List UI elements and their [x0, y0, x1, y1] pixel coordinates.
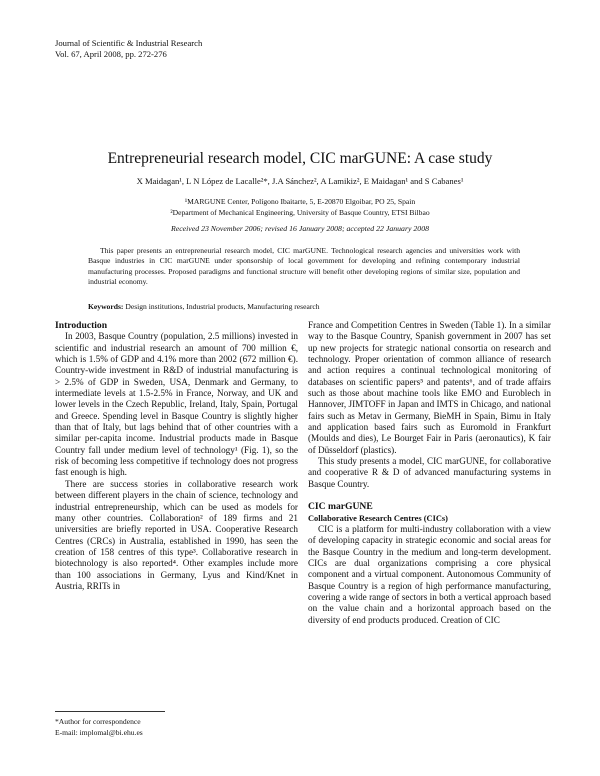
right-paragraph-1: France and Competition Centres in Sweden (Table 1). In a similar way to the Basque Country, Spanish government in 2007 has set up new projects for strategic national consortia on research and technology. Proper orientation of common alliance of research and action requires a continual technological monitoring of databases on scientific papers⁵ and patents⁶, and of trade affairs such as those about machine tools like EMO and Euroblech in Hannover, JIMTOFF in Japan and IMTS in Chicago, and national fairs such as Metav in Germany, BieMH in Spain, Bimu in Italy and application based fairs such as Euromold in Frankfurt (Moulds and dies), Le Bourget Fair in Paris (aeronautics), K fair of Düsseldorf (plastics). [308, 320, 551, 455]
introduction-heading: Introduction [55, 320, 108, 331]
affiliation-1: ¹MARGUNE Center, Polígono Ibaitarte, 5, E-20870 Elgoibar, PO 25, Spain [184, 197, 416, 206]
cic-margune-heading: CIC marGUNE [308, 501, 373, 513]
intro-paragraph-1: In 2003, Basque Country (population, 2.5 millions) invested in scientific and industrial research an amount of 700 million €, which is 1.5% of GDP and 4.1% more than 2002 (672 million €). Country-wide investment in R&D of industrial manufacturing is > 2.5% of GDP in Sweden, USA, Denmark and Germany, to intermediate levels at 1.5-2.5% in France, Norway, and UK and lower levels in the Czech Republic, Ireland, Italy, Spain, Portugal and Greece. Spending level in Basque Country is slightly higher than that of Italy, but lags behind that of other countries with a similar per-capita income. Industrial products made in Basque Country fall under medium level of technology¹ (Fig. 1), so the risk of becoming less competitive if technology does not progress fast enough is high. [55, 331, 298, 478]
footnote-email: E-mail: implomal@bi.ehu.es [55, 728, 143, 737]
footnotes [55, 716, 143, 738]
right-paragraph-3: CIC is a platform for multi-industry collaboration with a view of developing capacity in strategic economic and social areas for the Basque Country in the medium and long-term development. CICs are dual organizations comprising a core physical component and a virtual component. Autonomous Community of Basque Country is a region of high performance manufacturing, covering a wide range of sectors in both a vertical approach based on the value chain and a horizontal approach based on the diversity of end products produced. Creation of CIC [308, 523, 551, 625]
keywords-label: Keywords: [88, 302, 124, 311]
right-column [308, 320, 551, 626]
section-gap [308, 490, 551, 501]
right-paragraph-2: This study presents a model, CIC marGUNE, for collaborative and cooperative R & D of advanced manufacturing systems in Basque Country. [308, 456, 551, 489]
left-column [55, 320, 298, 592]
author-list: X Maidagan¹, L N López de Lacalle²*, J.A Sánchez², A Lamikiz², E Maidagan¹ and S Cabanes¹ [136, 176, 464, 186]
keywords-text: Design institutions, Industrial products, Manufacturing research [123, 302, 320, 311]
footnote-divider [55, 711, 165, 712]
abstract: This paper presents an entrepreneurial research model, CIC marGUNE. Technological research agencies and universities work with Basque industries in CIC marGUNE under sponsorship of local government for developing and refining contemporary industrial manufacturing processes. Proposed paradigms and functional structure will benefit other developing regions of similar size, population and industrial economy. [88, 246, 520, 287]
footnote-author: *Author for correspondence [55, 717, 141, 726]
cic-subheading: Collaborative Research Centres (CICs) [308, 513, 448, 523]
journal-name: Journal of Scientific & Industrial Research [55, 38, 203, 48]
affiliations [0, 196, 600, 218]
affiliation-2: ²Department of Mechanical Engineering, University of Basque Country, ETSI Bilbao [170, 208, 430, 217]
received-dates: Received 23 November 2006; revised 16 January 2008; accepted 22 January 2008 [170, 224, 429, 233]
journal-volume: Vol. 67, April 2008, pp. 272-276 [55, 48, 167, 59]
journal-header [55, 38, 202, 59]
keywords [88, 302, 520, 311]
paper-title: Entrepreneurial research model, CIC marGUNE: A case study [107, 150, 493, 167]
intro-paragraph-2: There are success stories in collaborative research work between different players in the chain of science, technology and industrial entrepreneurship, which can be used as models for many other countries. Collaboration² of 189 firms and 21 universities are briefly reported in USA. Cooperative Research Centres (CRCs) in Australia, established in 1990, has seen the creation of 158 centres of this type³. Collaborative research in biotechnology is also reported⁴. Other examples include more than 100 associations in Germany, Lyus and Kind/Knet in Austria, RRITs in [55, 478, 298, 591]
